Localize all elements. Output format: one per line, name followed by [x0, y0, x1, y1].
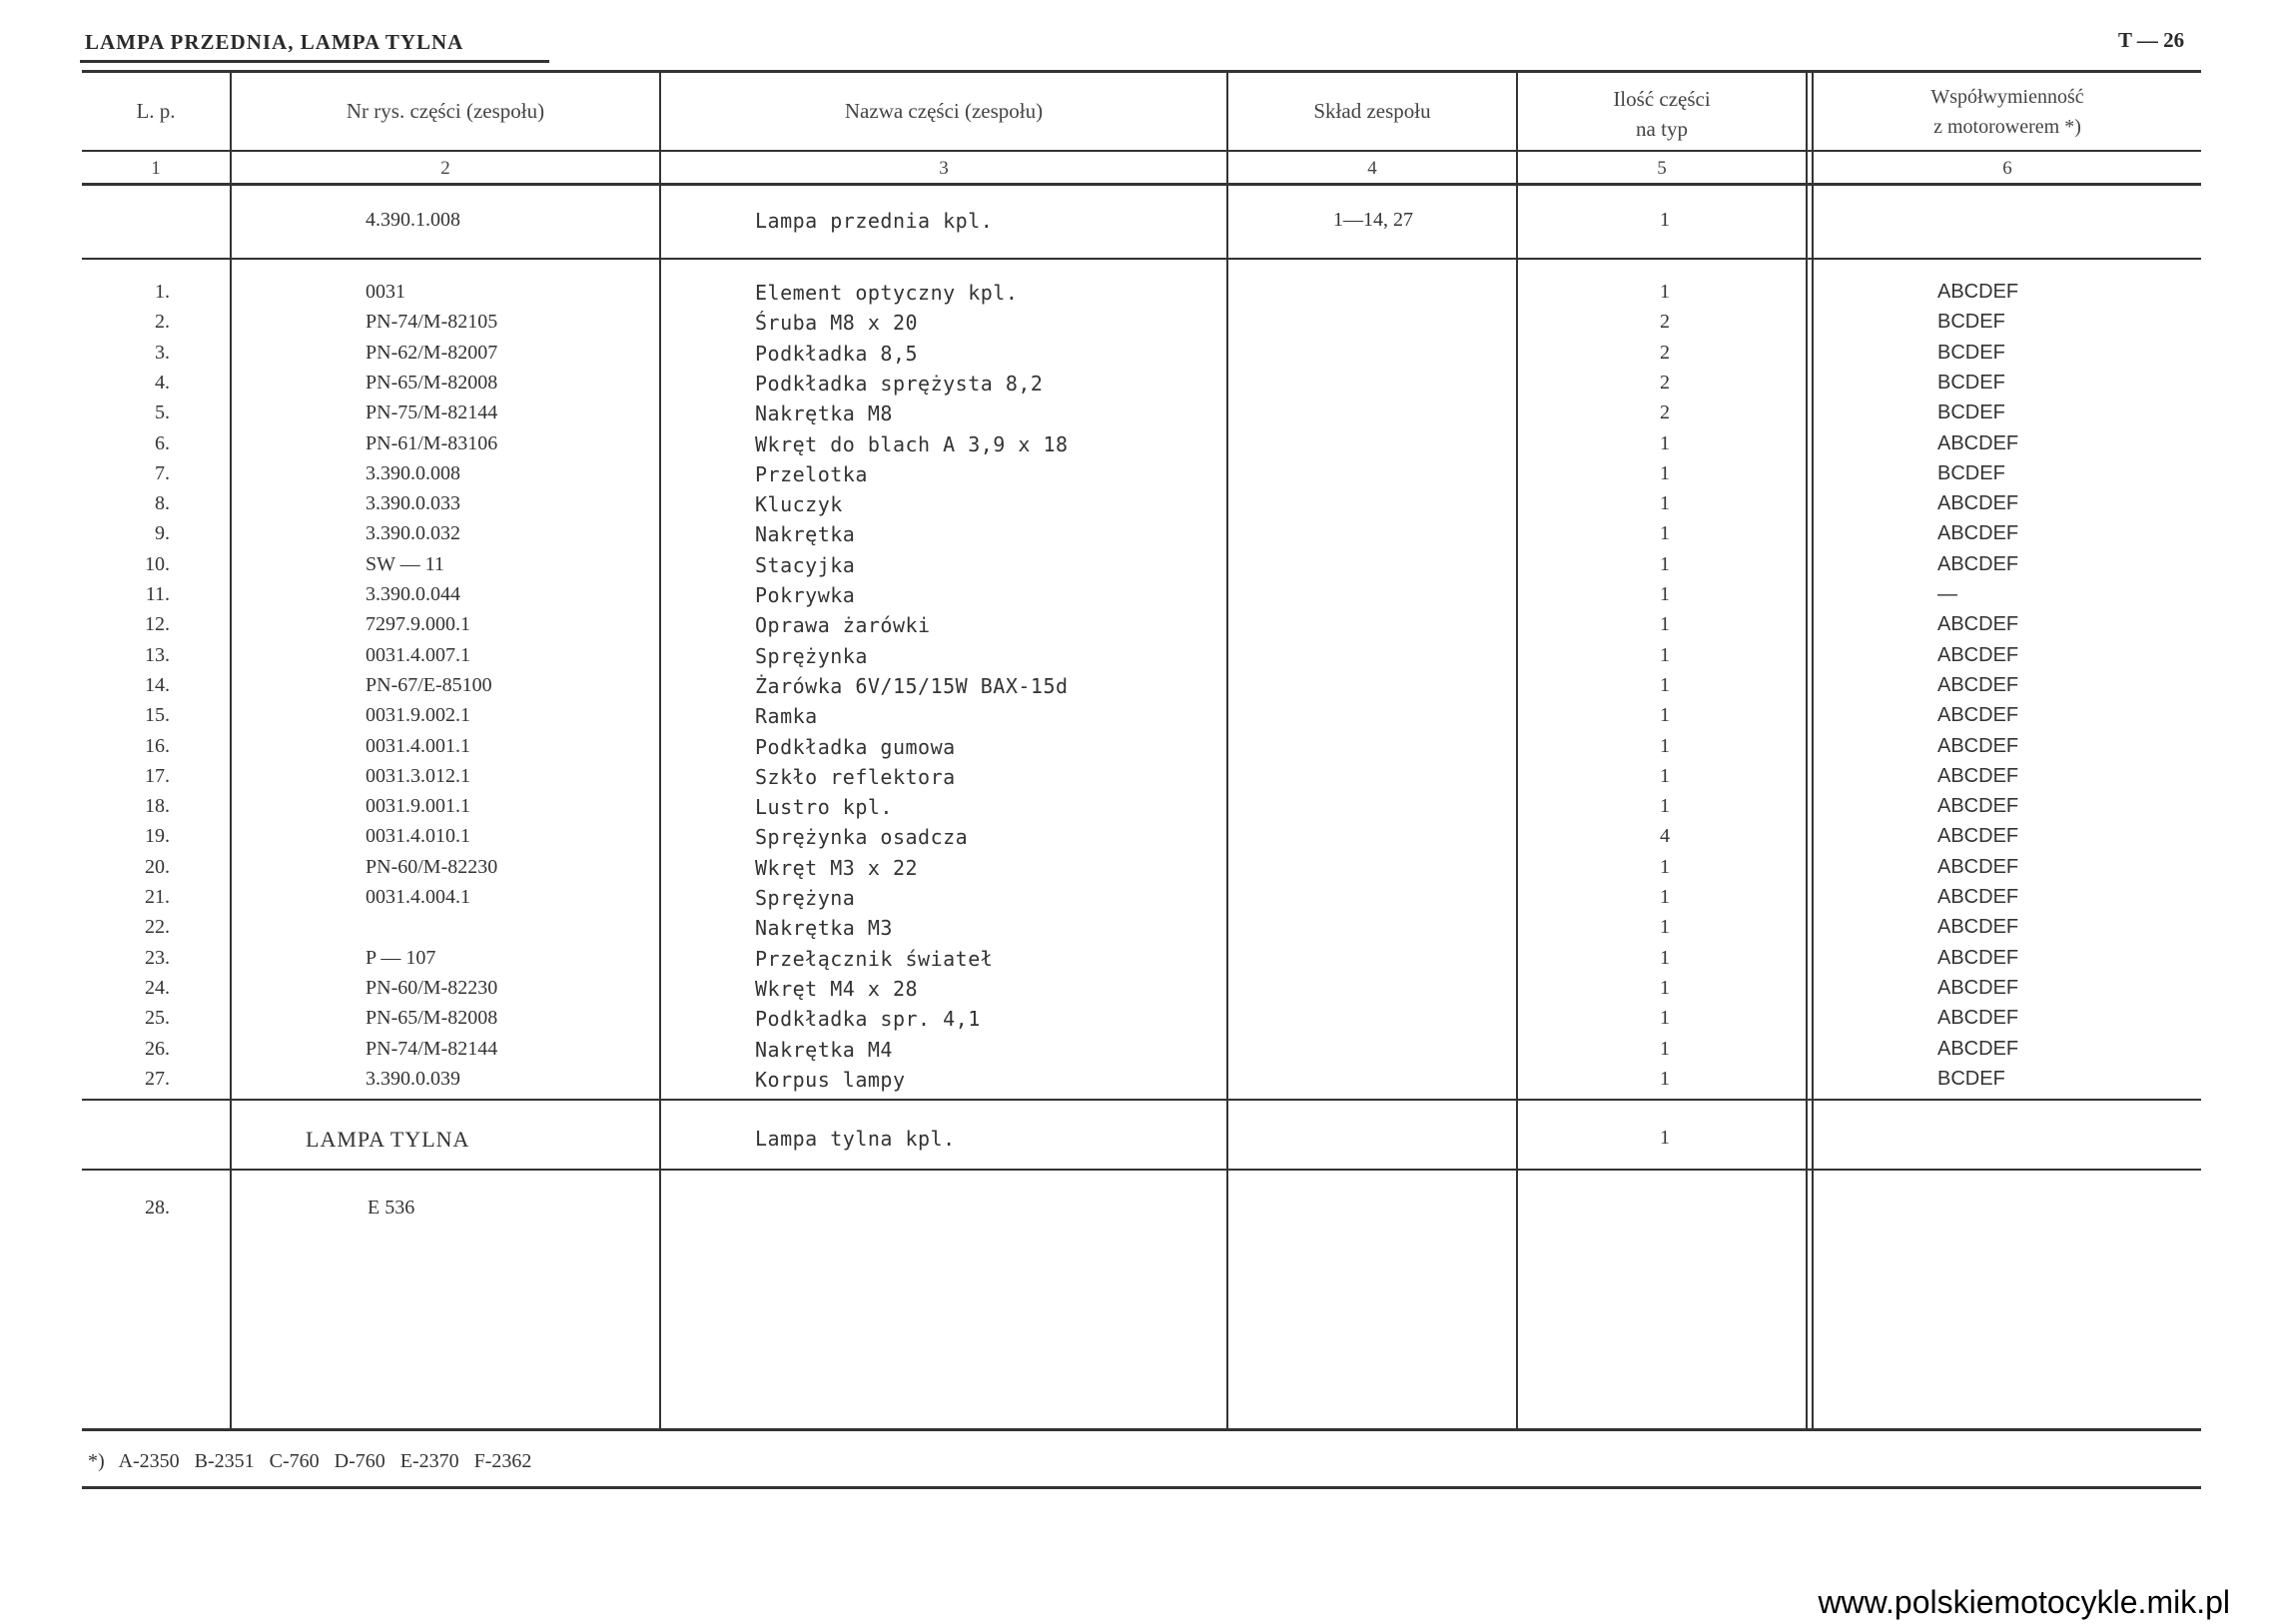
row-nr: 3.390.0.032	[366, 522, 460, 544]
row-nr: 3.390.0.008	[366, 462, 460, 484]
row-ilosc: 1	[1660, 432, 1670, 454]
row-nr: SW — 11	[366, 553, 444, 575]
row-wsp: ABCDEF	[1937, 704, 2019, 726]
assembly-front-nazwa: Lampa przednia kpl.	[755, 209, 994, 233]
row-wsp: ABCDEF	[1937, 735, 2019, 757]
row-nr: 0031	[366, 281, 405, 303]
row-nazwa: Wkręt M4 x 28	[755, 977, 919, 1001]
row-lp: 10.	[145, 553, 170, 575]
row-nazwa: Podkładka spr. 4,1	[755, 1007, 981, 1031]
row-lp: 6.	[155, 432, 170, 454]
title-underline	[80, 60, 549, 63]
row-lp: 4.	[155, 372, 170, 394]
colnum-4: 4	[1367, 158, 1377, 179]
row-ilosc: 1	[1660, 553, 1670, 575]
row-ilosc: 1	[1660, 522, 1670, 544]
row-nazwa: Wkręt do blach A 3,9 x 18	[755, 432, 1069, 456]
row-ilosc: 1	[1660, 462, 1670, 484]
colnum-1: 1	[151, 158, 161, 179]
row-wsp: ABCDEF	[1937, 553, 2019, 575]
header-nazwa: Nazwa części (zespołu)	[844, 99, 1044, 123]
row-wsp: BCDEF	[1937, 1068, 2005, 1090]
row-ilosc: 1	[1660, 856, 1670, 878]
watermark: www.polskiemotocykle.mik.pl	[1818, 1584, 2230, 1620]
rule-assembly-front	[82, 258, 2201, 260]
row-wsp: ABCDEF	[1937, 886, 2019, 908]
row-lp: 7.	[155, 462, 170, 484]
assembly-rear-nazwa: Lampa tylna kpl.	[755, 1127, 956, 1151]
col-sep-1	[230, 70, 232, 1430]
header-sklad: Skład zespołu	[1313, 99, 1431, 123]
row-nazwa: Sprężyna	[755, 886, 856, 910]
row-nr: PN-65/M-82008	[366, 372, 498, 394]
row-lp: 14.	[145, 674, 170, 696]
row-ilosc: 1	[1660, 1038, 1670, 1060]
row-ilosc: 4	[1660, 825, 1670, 847]
header-nr: Nr rys. części (zespołu)	[346, 99, 545, 123]
row-nr: PN-67/E-85100	[366, 674, 492, 696]
row-lp: 5.	[155, 402, 170, 423]
row-ilosc: 2	[1660, 342, 1670, 364]
row-lp: 2.	[155, 311, 170, 333]
row-nr: 0031.4.007.1	[366, 644, 470, 666]
row-nr: PN-60/M-82230	[366, 977, 498, 999]
row-nr: PN-75/M-82144	[366, 402, 498, 423]
row-ilosc: 1	[1660, 613, 1670, 635]
rule-footnote	[82, 1486, 2201, 1489]
row-nazwa: Nakrętka	[755, 522, 856, 546]
row-lp: 9.	[155, 522, 170, 544]
row-nazwa: Podkładka sprężysta 8,2	[755, 372, 1044, 396]
row-nr: 3.390.0.033	[366, 492, 460, 514]
row-nr: PN-61/M-83106	[366, 432, 498, 454]
row-wsp: ABCDEF	[1937, 1007, 2019, 1029]
row-nr: PN-74/M-82144	[366, 1038, 498, 1060]
row-wsp: ABCDEF	[1937, 432, 2019, 454]
colnum-5: 5	[1657, 158, 1667, 179]
row-ilosc: 1	[1660, 735, 1670, 757]
row-ilosc: 2	[1660, 372, 1670, 394]
rear-row-lp: 28.	[145, 1197, 170, 1218]
row-nazwa: Element optyczny kpl.	[755, 281, 1019, 305]
row-nr: P — 107	[366, 947, 436, 969]
row-nr: PN-74/M-82105	[366, 311, 498, 333]
row-wsp: ABCDEF	[1937, 522, 2019, 544]
row-nazwa: Sprężynka osadcza	[755, 825, 969, 849]
row-wsp: ABCDEF	[1937, 977, 2019, 999]
row-ilosc: 1	[1660, 947, 1670, 969]
row-lp: 23.	[145, 947, 170, 969]
rule-assembly-rear	[82, 1169, 2201, 1171]
row-wsp: ABCDEF	[1937, 1038, 2019, 1060]
row-lp: 26.	[145, 1038, 170, 1060]
row-nazwa: Pokrywka	[755, 583, 856, 607]
row-wsp: ABCDEF	[1937, 795, 2019, 817]
rule-bottom	[82, 1428, 2201, 1431]
row-ilosc: 2	[1660, 402, 1670, 423]
col-sep-4	[1516, 70, 1518, 1430]
col-sep-5b	[1812, 70, 1814, 1430]
row-wsp: BCDEF	[1937, 342, 2005, 364]
rule-colnum	[82, 183, 2201, 186]
row-nazwa: Szkło reflektora	[755, 765, 956, 789]
assembly-front-nr: 4.390.1.008	[366, 209, 460, 231]
page-title: LAMPA PRZEDNIA, LAMPA TYLNA	[85, 30, 464, 54]
row-wsp: ABCDEF	[1937, 674, 2019, 696]
row-ilosc: 1	[1660, 795, 1670, 817]
row-lp: 22.	[145, 916, 170, 938]
row-nazwa: Ramka	[755, 704, 818, 728]
row-ilosc: 1	[1660, 644, 1670, 666]
row-nr: PN-65/M-82008	[366, 1007, 498, 1029]
row-lp: 24.	[145, 977, 170, 999]
row-nr: 3.390.0.044	[366, 583, 460, 605]
row-nr: 0031.9.002.1	[366, 704, 470, 726]
row-wsp: BCDEF	[1937, 462, 2005, 484]
colnum-2: 2	[440, 158, 450, 179]
row-nr: PN-60/M-82230	[366, 856, 498, 878]
assembly-front-sklad: 1—14, 27	[1333, 209, 1413, 231]
row-nazwa: Śruba M8 x 20	[755, 311, 919, 335]
row-ilosc: 1	[1660, 1068, 1670, 1090]
row-nr: 0031.3.012.1	[366, 765, 470, 787]
header-ilosc-line2: na typ	[1636, 117, 1688, 141]
row-lp: 1.	[155, 281, 170, 303]
row-ilosc: 2	[1660, 311, 1670, 333]
row-nazwa: Nakrętka M4	[755, 1038, 893, 1062]
row-wsp: —	[1937, 583, 1957, 605]
row-nazwa: Nakrętka M3	[755, 916, 893, 940]
rule-top	[82, 70, 2201, 73]
assembly-rear-ilosc: 1	[1660, 1127, 1670, 1149]
row-nazwa: Przelotka	[755, 462, 868, 486]
row-nazwa: Sprężynka	[755, 644, 868, 668]
row-nazwa: Kluczyk	[755, 492, 843, 516]
row-nr: 0031.4.004.1	[366, 886, 470, 908]
row-nazwa: Żarówka 6V/15/15W BAX-15d	[755, 674, 1069, 698]
header-lp: L. p.	[136, 99, 176, 123]
row-lp: 13.	[145, 644, 170, 666]
row-ilosc: 1	[1660, 674, 1670, 696]
col-sep-3	[1226, 70, 1228, 1430]
row-nr: 7297.9.000.1	[366, 613, 470, 635]
row-lp: 11.	[145, 583, 170, 605]
footnote: *) A-2350 B-2351 C-760 D-760 E-2370 F-2362	[88, 1450, 532, 1472]
row-ilosc: 1	[1660, 916, 1670, 938]
row-ilosc: 1	[1660, 704, 1670, 726]
row-nazwa: Lustro kpl.	[755, 795, 893, 819]
row-nazwa: Oprawa żarówki	[755, 613, 931, 637]
row-lp: 25.	[145, 1007, 170, 1029]
row-lp: 19.	[145, 825, 170, 847]
row-nr: PN-62/M-82007	[366, 342, 498, 364]
assembly-front-ilosc: 1	[1660, 209, 1670, 231]
colnum-3: 3	[939, 158, 949, 179]
row-nazwa: Stacyjka	[755, 553, 856, 577]
row-ilosc: 1	[1660, 765, 1670, 787]
header-wsp-line1: Współwymienność	[1930, 86, 2084, 108]
col-sep-2	[659, 70, 661, 1430]
row-wsp: ABCDEF	[1937, 492, 2019, 514]
row-wsp: BCDEF	[1937, 402, 2005, 423]
row-lp: 21.	[145, 886, 170, 908]
row-ilosc: 1	[1660, 1007, 1670, 1029]
row-lp: 12.	[145, 613, 170, 635]
row-wsp: ABCDEF	[1937, 947, 2019, 969]
page-number: T — 26	[2118, 28, 2185, 52]
row-lp: 27.	[145, 1068, 170, 1090]
row-nazwa: Przełącznik świateł	[755, 947, 994, 971]
row-lp: 15.	[145, 704, 170, 726]
header-wsp	[1814, 82, 2201, 142]
row-nr: 0031.9.001.1	[366, 795, 470, 817]
rule-head	[82, 150, 2201, 152]
row-ilosc: 1	[1660, 492, 1670, 514]
row-wsp: ABCDEF	[1937, 613, 2019, 635]
row-lp: 3.	[155, 342, 170, 364]
row-nazwa: Podkładka gumowa	[755, 735, 956, 759]
rule-rows-end	[82, 1099, 2201, 1101]
row-ilosc: 1	[1660, 281, 1670, 303]
row-ilosc: 1	[1660, 977, 1670, 999]
row-nr: 0031.4.010.1	[366, 825, 470, 847]
row-wsp: ABCDEF	[1937, 644, 2019, 666]
row-nr: 0031.4.001.1	[366, 735, 470, 757]
row-nazwa: Podkładka 8,5	[755, 342, 919, 366]
row-wsp: ABCDEF	[1937, 856, 2019, 878]
row-nazwa: Nakrętka M8	[755, 402, 893, 425]
row-nazwa: Korpus lampy	[755, 1068, 906, 1092]
row-nr: 3.390.0.039	[366, 1068, 460, 1090]
header-ilosc	[1518, 84, 1806, 144]
row-ilosc: 1	[1660, 583, 1670, 605]
row-wsp: ABCDEF	[1937, 281, 2019, 303]
row-lp: 8.	[155, 492, 170, 514]
row-wsp: BCDEF	[1937, 311, 2005, 333]
rear-row-nr: E 536	[368, 1197, 415, 1218]
row-lp: 16.	[145, 735, 170, 757]
row-lp: 20.	[145, 856, 170, 878]
header-ilosc-line1: Ilość części	[1613, 87, 1711, 111]
assembly-rear-nr: LAMPA TYLNA	[306, 1127, 470, 1152]
header-wsp-line2: z motorowerem *)	[1933, 116, 2081, 138]
row-wsp: BCDEF	[1937, 372, 2005, 394]
row-wsp: ABCDEF	[1937, 916, 2019, 938]
colnum-6: 6	[2002, 158, 2012, 179]
row-lp: 17.	[145, 765, 170, 787]
row-wsp: ABCDEF	[1937, 825, 2019, 847]
row-wsp: ABCDEF	[1937, 765, 2019, 787]
row-nazwa: Wkręt M3 x 22	[755, 856, 919, 880]
row-lp: 18.	[145, 795, 170, 817]
row-ilosc: 1	[1660, 886, 1670, 908]
